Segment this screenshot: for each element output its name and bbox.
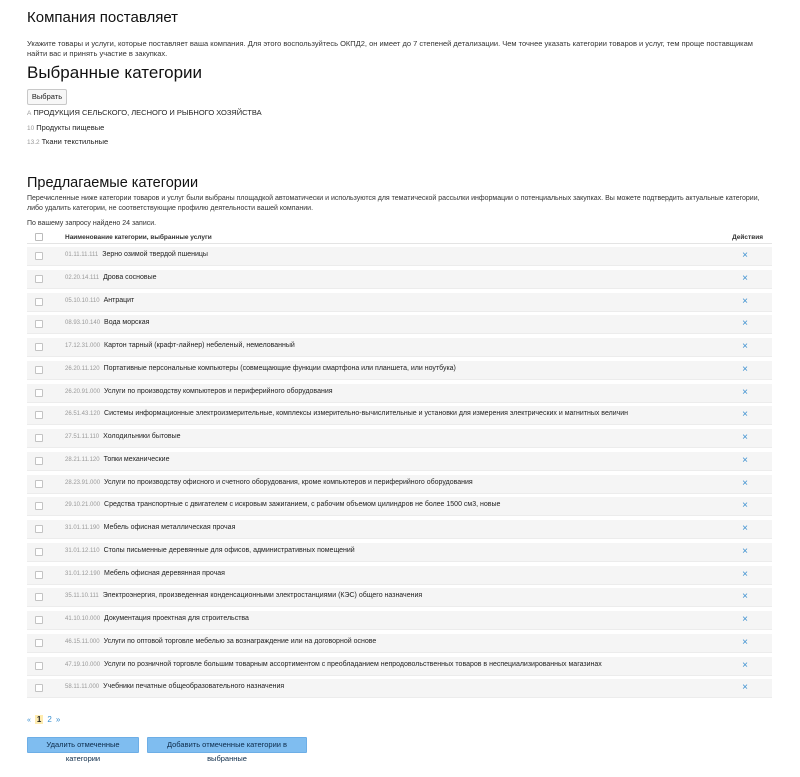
row-checkbox[interactable] — [35, 320, 43, 328]
category-code: 58.11.11.000 — [65, 684, 100, 691]
row-checkbox[interactable] — [35, 639, 43, 647]
remove-icon[interactable]: × — [742, 636, 748, 648]
table-row — [27, 270, 772, 289]
selected-category-item — [27, 108, 262, 123]
table-row — [27, 429, 772, 448]
remove-icon[interactable]: × — [742, 409, 748, 421]
select-all-checkbox[interactable] — [35, 233, 43, 241]
remove-icon[interactable]: × — [742, 568, 748, 580]
row-checkbox[interactable] — [35, 502, 43, 510]
remove-icon[interactable]: × — [742, 295, 748, 307]
category-code: 26.51.43.120 — [65, 411, 101, 418]
selected-category-code: A — [27, 110, 32, 117]
category-code: 26.20.11.120 — [65, 365, 100, 372]
row-checkbox[interactable] — [35, 480, 43, 488]
category-name: Дрова сосновые — [103, 273, 157, 281]
table-row — [27, 611, 772, 630]
section-title-supplies: Компания поставляет — [27, 9, 179, 26]
row-checkbox[interactable] — [35, 571, 43, 579]
category-code: 41.10.10.000 — [65, 616, 101, 622]
remove-icon[interactable]: × — [742, 500, 748, 512]
section-title-suggested: Предлагаемые категории — [27, 175, 199, 191]
table-header — [27, 230, 772, 244]
selected-category-item — [27, 137, 262, 152]
category-name: Учебники печатные общеобразовательного назначения — [103, 683, 285, 691]
category-name: Документация проектная для строительства — [104, 615, 249, 622]
row-checkbox[interactable] — [35, 411, 43, 419]
table-row — [27, 543, 772, 562]
row-checkbox[interactable] — [35, 457, 43, 465]
category-code: 17.12.31.000 — [65, 343, 101, 349]
category-name: Системы информационные электроизмерительные, комплексы измерительно-вычислительные и установки для измерения электрических и магнитных величин — [104, 410, 629, 418]
table-row — [27, 361, 772, 380]
category-name: Топки механические — [103, 455, 170, 463]
pagination-page-current: 1 — [36, 715, 42, 724]
selected-category-item — [27, 123, 262, 138]
remove-icon[interactable]: × — [742, 272, 748, 284]
category-name: Мебель офисная металлическая прочая — [103, 524, 236, 531]
add-to-selected-button[interactable]: Добавить отмеченные категории в выбранные — [147, 737, 307, 753]
choose-button[interactable]: Выбрать — [27, 89, 67, 105]
row-checkbox[interactable] — [35, 343, 43, 351]
pagination-page-2[interactable]: 2 — [47, 715, 52, 724]
suggested-categories-table — [27, 230, 772, 694]
delete-selected-button[interactable]: Удалить отмеченные категории — [27, 737, 139, 753]
pagination — [27, 715, 64, 724]
row-checkbox[interactable] — [35, 298, 43, 306]
category-name: Картон тарный (крафт-лайнер) небеленый, немелованный — [104, 342, 295, 349]
table-row — [27, 452, 772, 471]
category-name: Зерно озимой твердой пшеницы — [102, 251, 208, 258]
remove-icon[interactable]: × — [742, 363, 748, 375]
table-row — [27, 497, 772, 516]
selected-category-code: 13.2 — [27, 139, 40, 146]
row-checkbox[interactable] — [35, 389, 43, 397]
table-row — [27, 315, 772, 334]
row-checkbox[interactable] — [35, 593, 43, 601]
remove-icon[interactable]: × — [742, 341, 748, 352]
category-name: Столы письменные деревянные для офисов, административных помещений — [103, 546, 355, 554]
category-code: 08.93.10.140 — [65, 320, 101, 327]
table-row — [27, 634, 772, 653]
table-row — [27, 679, 772, 698]
category-name: Услуги по оптовой торговле мебелью за вознаграждение или на договорной основе — [103, 637, 377, 645]
row-checkbox[interactable] — [35, 662, 43, 670]
remove-icon[interactable]: × — [742, 614, 748, 625]
table-row — [27, 588, 772, 607]
category-name: Услуги по производству офисного и счетного оборудования, кроме компьютеров и периферийного оборудования — [104, 478, 473, 486]
table-row — [27, 566, 772, 585]
column-header-name: Наименование категории, выбранные услуги — [65, 234, 212, 241]
category-code: 28.23.91.000 — [65, 479, 101, 486]
category-code: 05.10.10.110 — [65, 297, 100, 304]
category-code: 01.11.11.111 — [65, 252, 99, 258]
category-code: 47.19.10.000 — [65, 661, 101, 668]
table-row — [27, 293, 772, 312]
section-title-selected: Выбранные категории — [27, 63, 203, 82]
category-code: 46.15.11.000 — [65, 638, 100, 645]
suggested-description: Перечисленные ниже категории товаров и услуг были выбраны площадкой автоматически и используются для тематической рассылки информации о потенциальных закупках. Вы можете подтвердить актуальные категории, либо удалить категории, не соответствующие профилю деятельности вашей компании. — [27, 195, 760, 212]
selected-category-label: Ткани текстильные — [41, 137, 109, 146]
column-header-actions: Действия — [732, 234, 763, 241]
records-found-text: По вашему запросу найдено 24 записи. — [27, 220, 157, 227]
category-name: Мебель офисная деревянная прочая — [104, 569, 225, 577]
remove-icon[interactable]: × — [742, 545, 748, 557]
category-code: 28.21.11.120 — [65, 456, 100, 463]
table-row — [27, 520, 772, 539]
pagination-prev[interactable]: « — [27, 717, 31, 724]
remove-icon[interactable]: × — [742, 659, 748, 671]
remove-icon[interactable]: × — [742, 454, 748, 466]
category-name: Антрацит — [103, 296, 135, 304]
table-row — [27, 657, 772, 676]
selected-category-label: Продукты пищевые — [36, 122, 105, 132]
category-code: 02.20.14.111 — [65, 274, 100, 281]
row-checkbox[interactable] — [35, 525, 43, 533]
table-row — [27, 475, 772, 494]
table-row — [27, 247, 772, 266]
remove-icon[interactable]: × — [742, 477, 748, 489]
category-code: 29.10.21.000 — [65, 502, 101, 509]
category-name: Услуги по розничной торговле большим товарным ассортиментом с преобладанием непродовольственных товаров в неспециализированных магазинах — [104, 660, 602, 668]
category-name: Холодильники бытовые — [103, 433, 181, 440]
pagination-next[interactable]: » — [55, 715, 61, 724]
category-name: Электроэнергия, произведенная конденсационными электростанциями (КЭС) общего назначения — [102, 592, 423, 600]
remove-icon[interactable]: × — [742, 386, 748, 398]
remove-icon[interactable]: × — [742, 318, 748, 330]
category-name: Вода морская — [104, 319, 150, 327]
category-name: Средства транспортные с двигателем с искровым зажиганием, с рабочим объемом цилиндров не более 1500 см3, новые — [104, 501, 501, 509]
category-code: 31.01.12.110 — [65, 547, 100, 554]
row-checkbox[interactable] — [35, 434, 43, 442]
category-code: 26.20.91.000 — [65, 388, 101, 395]
remove-icon[interactable]: × — [742, 682, 748, 694]
table-row — [27, 406, 772, 425]
category-code: 27.51.11.110 — [65, 434, 100, 440]
selected-categories-list — [27, 108, 262, 152]
row-checkbox[interactable] — [35, 366, 43, 374]
remove-icon[interactable]: × — [742, 250, 748, 261]
category-name: Услуги по производству компьютеров и периферийного оборудования — [104, 387, 333, 395]
category-code: 31.01.12.190 — [65, 570, 101, 577]
row-checkbox[interactable] — [35, 616, 43, 624]
table-row — [27, 338, 772, 357]
selected-category-code: 10 — [27, 124, 35, 132]
selected-category-label: ПРОДУКЦИЯ СЕЛЬСКОГО, ЛЕСНОГО И РЫБНОГО ХОЗЯЙСТВА — [33, 108, 262, 117]
remove-icon[interactable]: × — [742, 432, 748, 443]
category-code: 31.01.11.190 — [65, 525, 100, 531]
remove-icon[interactable]: × — [742, 591, 748, 603]
row-checkbox[interactable] — [35, 252, 43, 260]
category-name: Портативные персональные компьютеры (совмещающие функции смартфона или планшета, или ноутбука) — [103, 364, 456, 372]
remove-icon[interactable]: × — [742, 523, 748, 534]
row-checkbox[interactable] — [35, 684, 43, 692]
category-code: 35.11.10.111 — [65, 593, 99, 600]
row-checkbox[interactable] — [35, 275, 43, 283]
intro-text: Укажите товары и услуги, которые поставляет ваша компания. Для этого воспользуйтесь ОКПД2, он имеет до 7 степеней детализации. Чем точнее указать категории товаров и услуг, тем проще поставщикам найти вас и принять участие в закупках. — [27, 39, 753, 58]
table-row — [27, 384, 772, 403]
row-checkbox[interactable] — [35, 548, 43, 556]
